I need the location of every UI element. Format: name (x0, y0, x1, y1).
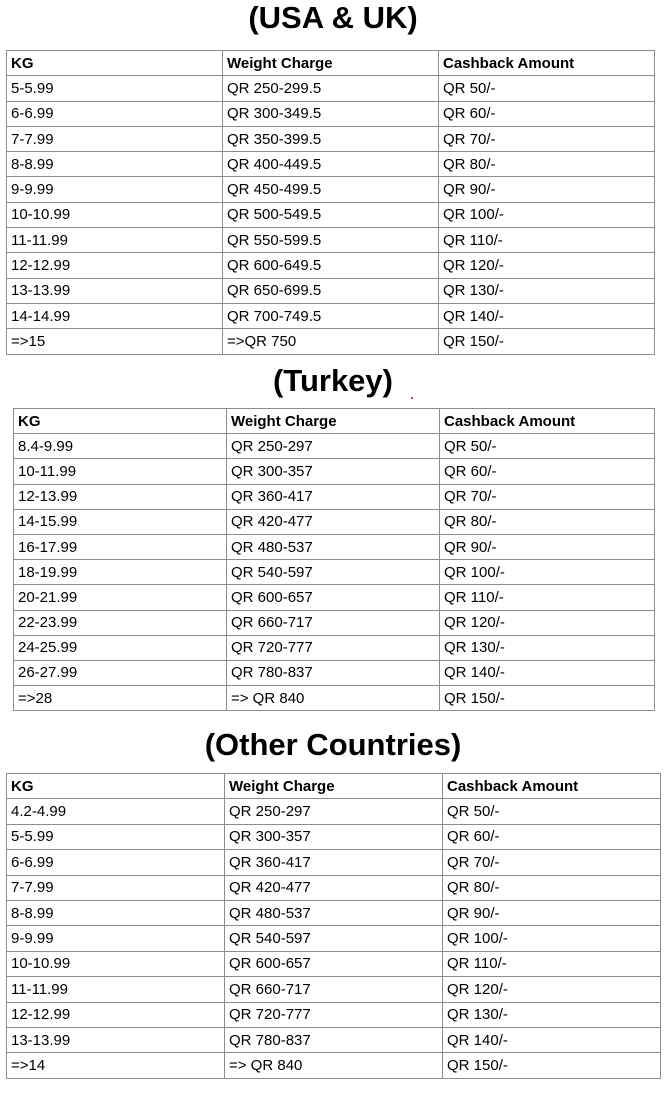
table-cell: QR 720-777 (225, 1002, 443, 1027)
table-cell: QR 540-597 (225, 926, 443, 951)
table-cell: QR 60/- (439, 101, 655, 126)
table-row (7, 152, 655, 177)
column-header: Cashback Amount (439, 51, 655, 76)
table-cell: QR 50/- (443, 799, 661, 824)
table-row (7, 799, 661, 824)
table-cell: 9-9.99 (7, 926, 225, 951)
table-cell: 18-19.99 (14, 560, 227, 585)
table-cell: QR 140/- (443, 1027, 661, 1052)
table-cell: 16-17.99 (14, 534, 227, 559)
table-cell: QR 600-657 (225, 951, 443, 976)
table-cell: QR 420-477 (225, 875, 443, 900)
table-cell: QR 550-599.5 (223, 228, 439, 253)
table-row (7, 126, 655, 151)
table-row (14, 534, 655, 559)
table-row (7, 329, 655, 354)
table-row (7, 278, 655, 303)
table-cell: QR 420-477 (227, 509, 440, 534)
table-cell: 11-11.99 (7, 228, 223, 253)
rate-table-usa-uk (6, 50, 655, 355)
table-row (7, 900, 661, 925)
table-row (7, 951, 661, 976)
table-cell: QR 500-549.5 (223, 202, 439, 227)
table-row (7, 926, 661, 951)
table-cell: QR 70/- (439, 126, 655, 151)
table-cell: 24-25.99 (14, 635, 227, 660)
column-header: Weight Charge (227, 409, 440, 434)
table-row (14, 509, 655, 534)
table-cell: QR 150/- (439, 329, 655, 354)
table-cell: 8.4-9.99 (14, 434, 227, 459)
table-cell: QR 50/- (440, 434, 655, 459)
table-row (14, 686, 655, 711)
table-row (14, 560, 655, 585)
table-cell: QR 80/- (439, 152, 655, 177)
table-row (14, 434, 655, 459)
table-cell: QR 70/- (443, 850, 661, 875)
table-cell: 13-13.99 (7, 278, 223, 303)
table-cell: QR 250-297 (227, 434, 440, 459)
table-cell: QR 250-299.5 (223, 76, 439, 101)
section-title-usa-uk: (USA & UK) (248, 0, 418, 35)
table-cell: 5-5.99 (7, 824, 225, 849)
rate-table-other-countries (6, 773, 661, 1079)
table-cell: 26-27.99 (14, 660, 227, 685)
table-row (7, 202, 655, 227)
table-cell: 12-13.99 (14, 484, 227, 509)
table-row (7, 1002, 661, 1027)
table-cell: 4.2-4.99 (7, 799, 225, 824)
table-row (7, 875, 661, 900)
table-cell: 6-6.99 (7, 101, 223, 126)
table-row (7, 228, 655, 253)
column-header: Weight Charge (223, 51, 439, 76)
table-cell: => QR 840 (227, 686, 440, 711)
table-cell: QR 250-297 (225, 799, 443, 824)
table-cell: QR 130/- (443, 1002, 661, 1027)
table-cell: QR 110/- (443, 951, 661, 976)
table-cell: QR 120/- (440, 610, 655, 635)
table-cell: 13-13.99 (7, 1027, 225, 1052)
table-cell: =>28 (14, 686, 227, 711)
table-cell: 9-9.99 (7, 177, 223, 202)
table-cell: 7-7.99 (7, 126, 223, 151)
table-cell: QR 100/- (443, 926, 661, 951)
table-row (7, 177, 655, 202)
table-header-row (14, 409, 655, 434)
table-cell: QR 100/- (440, 560, 655, 585)
table-cell: QR 120/- (443, 977, 661, 1002)
table-row (7, 303, 655, 328)
table-header-row (7, 774, 661, 799)
table-cell: 12-12.99 (7, 1002, 225, 1027)
table-cell: QR 540-597 (227, 560, 440, 585)
table-cell: QR 140/- (439, 303, 655, 328)
table-cell: QR 80/- (443, 875, 661, 900)
table-cell: QR 90/- (440, 534, 655, 559)
table-cell: QR 360-417 (225, 850, 443, 875)
table-cell: QR 660-717 (225, 977, 443, 1002)
table-row (14, 484, 655, 509)
table-cell: =>14 (7, 1053, 225, 1078)
table-cell: 8-8.99 (7, 152, 223, 177)
table-cell: QR 720-777 (227, 635, 440, 660)
table-cell: QR 60/- (440, 459, 655, 484)
table-cell: QR 780-837 (227, 660, 440, 685)
table-cell: => QR 840 (225, 1053, 443, 1078)
table-cell: QR 90/- (443, 900, 661, 925)
table-row (14, 635, 655, 660)
table-cell: 11-11.99 (7, 977, 225, 1002)
table-row (14, 585, 655, 610)
table-cell: QR 100/- (439, 202, 655, 227)
table-cell: QR 60/- (443, 824, 661, 849)
table-row (14, 610, 655, 635)
column-header: KG (14, 409, 227, 434)
table-cell: QR 480-537 (227, 534, 440, 559)
table-cell: QR 120/- (439, 253, 655, 278)
table-cell: QR 600-649.5 (223, 253, 439, 278)
section-title-other-countries: (Other Countries) (204, 727, 462, 762)
table-row (7, 1027, 661, 1052)
table-cell: 6-6.99 (7, 850, 225, 875)
table-cell: QR 480-537 (225, 900, 443, 925)
table-cell: QR 130/- (439, 278, 655, 303)
table-cell: 20-21.99 (14, 585, 227, 610)
table-cell: QR 110/- (439, 228, 655, 253)
column-header: KG (7, 774, 225, 799)
table-row (7, 977, 661, 1002)
table-cell: QR 80/- (440, 509, 655, 534)
table-cell: QR 450-499.5 (223, 177, 439, 202)
table-cell: QR 140/- (440, 660, 655, 685)
column-header: Cashback Amount (443, 774, 661, 799)
table-cell: 5-5.99 (7, 76, 223, 101)
column-header: Weight Charge (225, 774, 443, 799)
table-cell: =>QR 750 (223, 329, 439, 354)
table-cell: 12-12.99 (7, 253, 223, 278)
table-cell: QR 130/- (440, 635, 655, 660)
table-cell: QR 150/- (443, 1053, 661, 1078)
table-cell: 8-8.99 (7, 900, 225, 925)
table-cell: 10-11.99 (14, 459, 227, 484)
table-cell: QR 350-399.5 (223, 126, 439, 151)
table-cell: QR 90/- (439, 177, 655, 202)
rate-table-turkey (13, 408, 655, 711)
table-row (7, 76, 655, 101)
stray-dot (411, 397, 413, 399)
table-cell: QR 110/- (440, 585, 655, 610)
table-row (7, 850, 661, 875)
column-header: KG (7, 51, 223, 76)
table-cell: QR 360-417 (227, 484, 440, 509)
table-row (7, 253, 655, 278)
table-cell: QR 660-717 (227, 610, 440, 635)
table-row (7, 101, 655, 126)
table-cell: 10-10.99 (7, 951, 225, 976)
section-title-turkey: (Turkey) (272, 363, 393, 398)
table-cell: 10-10.99 (7, 202, 223, 227)
table-cell: QR 400-449.5 (223, 152, 439, 177)
table-cell: QR 150/- (440, 686, 655, 711)
table-row (7, 1053, 661, 1078)
table-cell: =>15 (7, 329, 223, 354)
table-cell: 7-7.99 (7, 875, 225, 900)
table-cell: QR 300-357 (227, 459, 440, 484)
table-cell: QR 300-349.5 (223, 101, 439, 126)
table-cell: QR 780-837 (225, 1027, 443, 1052)
table-row (14, 660, 655, 685)
table-row (14, 459, 655, 484)
table-cell: 22-23.99 (14, 610, 227, 635)
table-cell: QR 650-699.5 (223, 278, 439, 303)
table-cell: 14-14.99 (7, 303, 223, 328)
table-row (7, 824, 661, 849)
table-cell: QR 600-657 (227, 585, 440, 610)
table-header-row (7, 51, 655, 76)
column-header: Cashback Amount (440, 409, 655, 434)
table-cell: QR 700-749.5 (223, 303, 439, 328)
table-cell: QR 70/- (440, 484, 655, 509)
table-cell: QR 50/- (439, 76, 655, 101)
table-cell: QR 300-357 (225, 824, 443, 849)
table-cell: 14-15.99 (14, 509, 227, 534)
